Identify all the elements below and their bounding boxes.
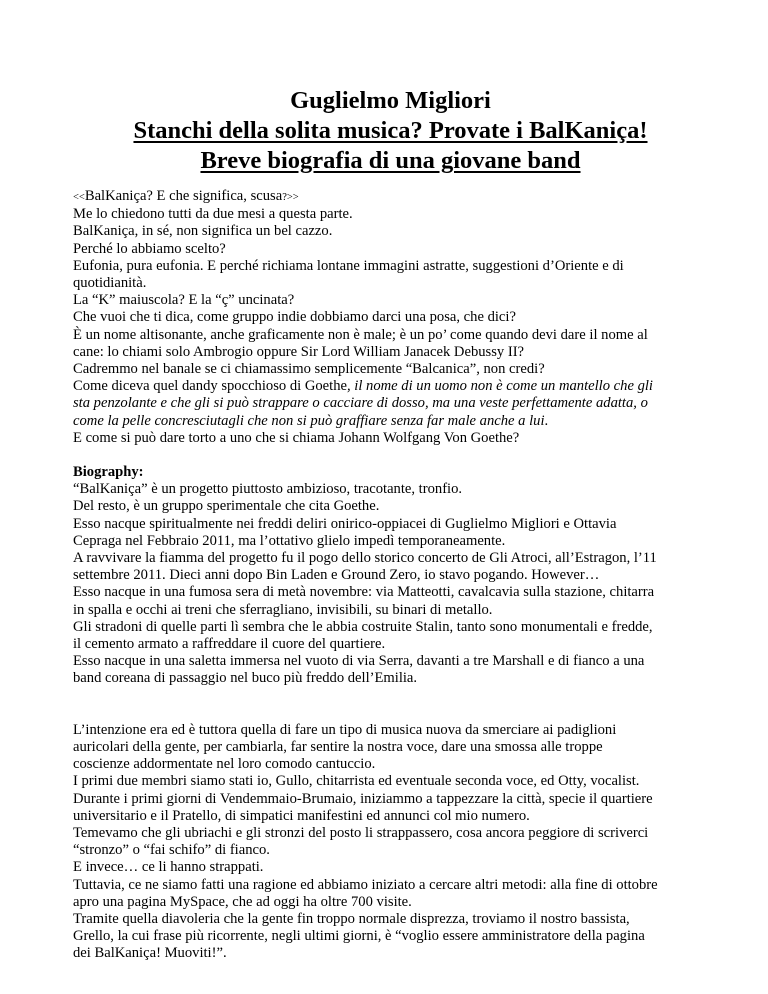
title-block [63, 86, 718, 176]
document-subtitle: Breve biografia di una giovane band [200, 147, 581, 174]
paragraph-gap [73, 688, 718, 722]
intro-line: quotidianità. [73, 275, 147, 292]
goethe-quote-part: sta penzolante e che gli si può strappare o cacciare di dosso, ma una veste perfettamente adatta, o [73, 395, 648, 412]
intro-line: cane: lo chiami solo Ambrogio oppure Sir Lord William Janacek Debussy II? [73, 343, 525, 360]
intro-quote-line [73, 188, 718, 206]
story-line: L’intenzione era ed è tuttora quella di fare un tipo di musica nuova da smerciare ai padiglioni [73, 721, 617, 738]
story-line: Tuttavia, ce ne siamo fatti una ragione ed abbiamo iniziato a cercare altri metodi: alla fine di ottobre [73, 876, 658, 893]
intro-line: BalKaniça, in sé, non significa un bel cazzo. [73, 223, 333, 240]
story-line: universitario e il Pratello, di simpatici manifestini ed annunci col mio numero. [73, 807, 530, 824]
author-name: Guglielmo Migliori [290, 87, 491, 114]
biography-line: band coreana di passaggio nel buco più freddo dell’Emilia. [73, 670, 418, 687]
story-line: E invece… ce li hanno strappati. [73, 859, 264, 876]
story-line: auricolari della gente, per cambiarla, far sentire la nostra voce, dare una smossa alle troppe [73, 738, 603, 755]
intro-line: La “K” maiuscola? E la “ç” uncinata? [73, 292, 295, 309]
story-line: dei BalKaniça! Muoviti!”. [73, 945, 227, 962]
goethe-quote-part: , il nome di un uomo non è come un mantello che gli [346, 378, 653, 395]
story-line: Tramite quella diavoleria che la gente fin troppo normale disprezza, troviamo il nostro bassista, [73, 910, 630, 927]
quote-text: BalKaniça? E che significa, scusa [84, 188, 283, 204]
paragraph-gap [73, 447, 718, 464]
document-body [73, 188, 718, 963]
biography-line: Gli stradoni di quelle parti lì sembra che le abbia costruite Stalin, tanto sono monumentali e fredde, [73, 618, 653, 635]
biography-line: settembre 2011. Dieci anni dopo Bin Laden e Ground Zero, io stavo pogando. However… [73, 567, 600, 584]
quote-close: ?>> [282, 192, 299, 203]
biography-line: Esso nacque in una fumosa sera di metà novembre: via Matteotti, cavalcavia sulla stazione, chitarra [73, 584, 655, 601]
intro-line: Perché lo abbiamo scelto? [73, 240, 226, 257]
goethe-end: . [544, 412, 549, 429]
story-line: coscienze addormentate nel loro comodo cantuccio. [73, 756, 376, 773]
intro-closing: E come si può dare torto a uno che si chiama Johann Wolfgang Von Goethe? [73, 429, 520, 446]
intro-line: Cadremmo nel banale se ci chiamassimo semplicemente “Balcanica”, non credi? [73, 361, 545, 378]
quote-open: << [73, 192, 85, 203]
intro-line: Eufonia, pura eufonia. E perché richiama lontane immagini astratte, suggestioni d’Oriente e di [73, 257, 624, 274]
biography-heading: Biography: [73, 464, 144, 481]
biography-line: Esso nacque in una saletta immersa nel vuoto di via Serra, davanti a tre Marshall e di fianco a una [73, 653, 645, 670]
biography-line: A ravvivare la fiamma del progetto fu il pogo dello storico concerto de Gli Atroci, all’Estragon, l’11 [73, 550, 657, 567]
story-line: I primi due membri siamo stati io, Gullo, chitarrista ed eventuale seconda voce, ed Otty, vocalist. [73, 773, 640, 790]
intro-line: Che vuoi che ti dica, come gruppo indie dobbiamo darci una posa, che dici? [73, 309, 516, 326]
biography-line: il cemento armato a raffreddare il cuore del quartiere. [73, 636, 386, 653]
intro-line: Me lo chiedono tutti da due mesi a questa parte. [73, 206, 353, 223]
biography-line: “BalKaniça” è un progetto piuttosto ambizioso, tracotante, tronfio. [73, 481, 463, 498]
biography-line: Cepraga nel Febbraio 2011, ma l’ottativo glielo impedì temporaneamente. [73, 532, 506, 549]
story-line: apro una pagina MySpace, che ad oggi ha oltre 700 visite. [73, 893, 412, 910]
goethe-prefix: Come diceva quel dandy spocchioso di Goethe [73, 378, 347, 395]
biography-line: Esso nacque spiritualmente nei freddi deliri onirico-oppiacei di Guglielmo Migliori e Ottavia [73, 515, 617, 532]
story-line: “stronzo” o “fai schifo” di fianco. [73, 842, 270, 859]
intro-line: È un nome altisonante, anche graficamente non è male; è un po’ come quando devi dare il nome al [73, 326, 648, 343]
story-line: Temevamo che gli ubriachi e gli stronzi del posto li strappassero, cosa ancora peggiore di scriverci [73, 824, 649, 841]
goethe-line [73, 413, 718, 430]
document-title: Stanchi della solita musica? Provate i BalKaniça! [133, 117, 648, 144]
goethe-quote-part: come la pelle concresciutagli che non si può graffiare senza far male anche a lui [73, 412, 545, 429]
biography-line: Del resto, è un gruppo sperimentale che cita Goethe. [73, 498, 380, 515]
story-line: Grello, la cui frase più ricorrente, negli ultimi giorni, è “voglio essere amministratore della pagina [73, 928, 645, 945]
story-line: Durante i primi giorni di Vendemmaio-Brumaio, iniziammo a tappezzare la città, specie il quartiere [73, 790, 653, 807]
biography-line: in spalla e occhi ai treni che sferragliano, invisibili, su binari di metallo. [73, 601, 493, 618]
goethe-line [73, 378, 718, 395]
